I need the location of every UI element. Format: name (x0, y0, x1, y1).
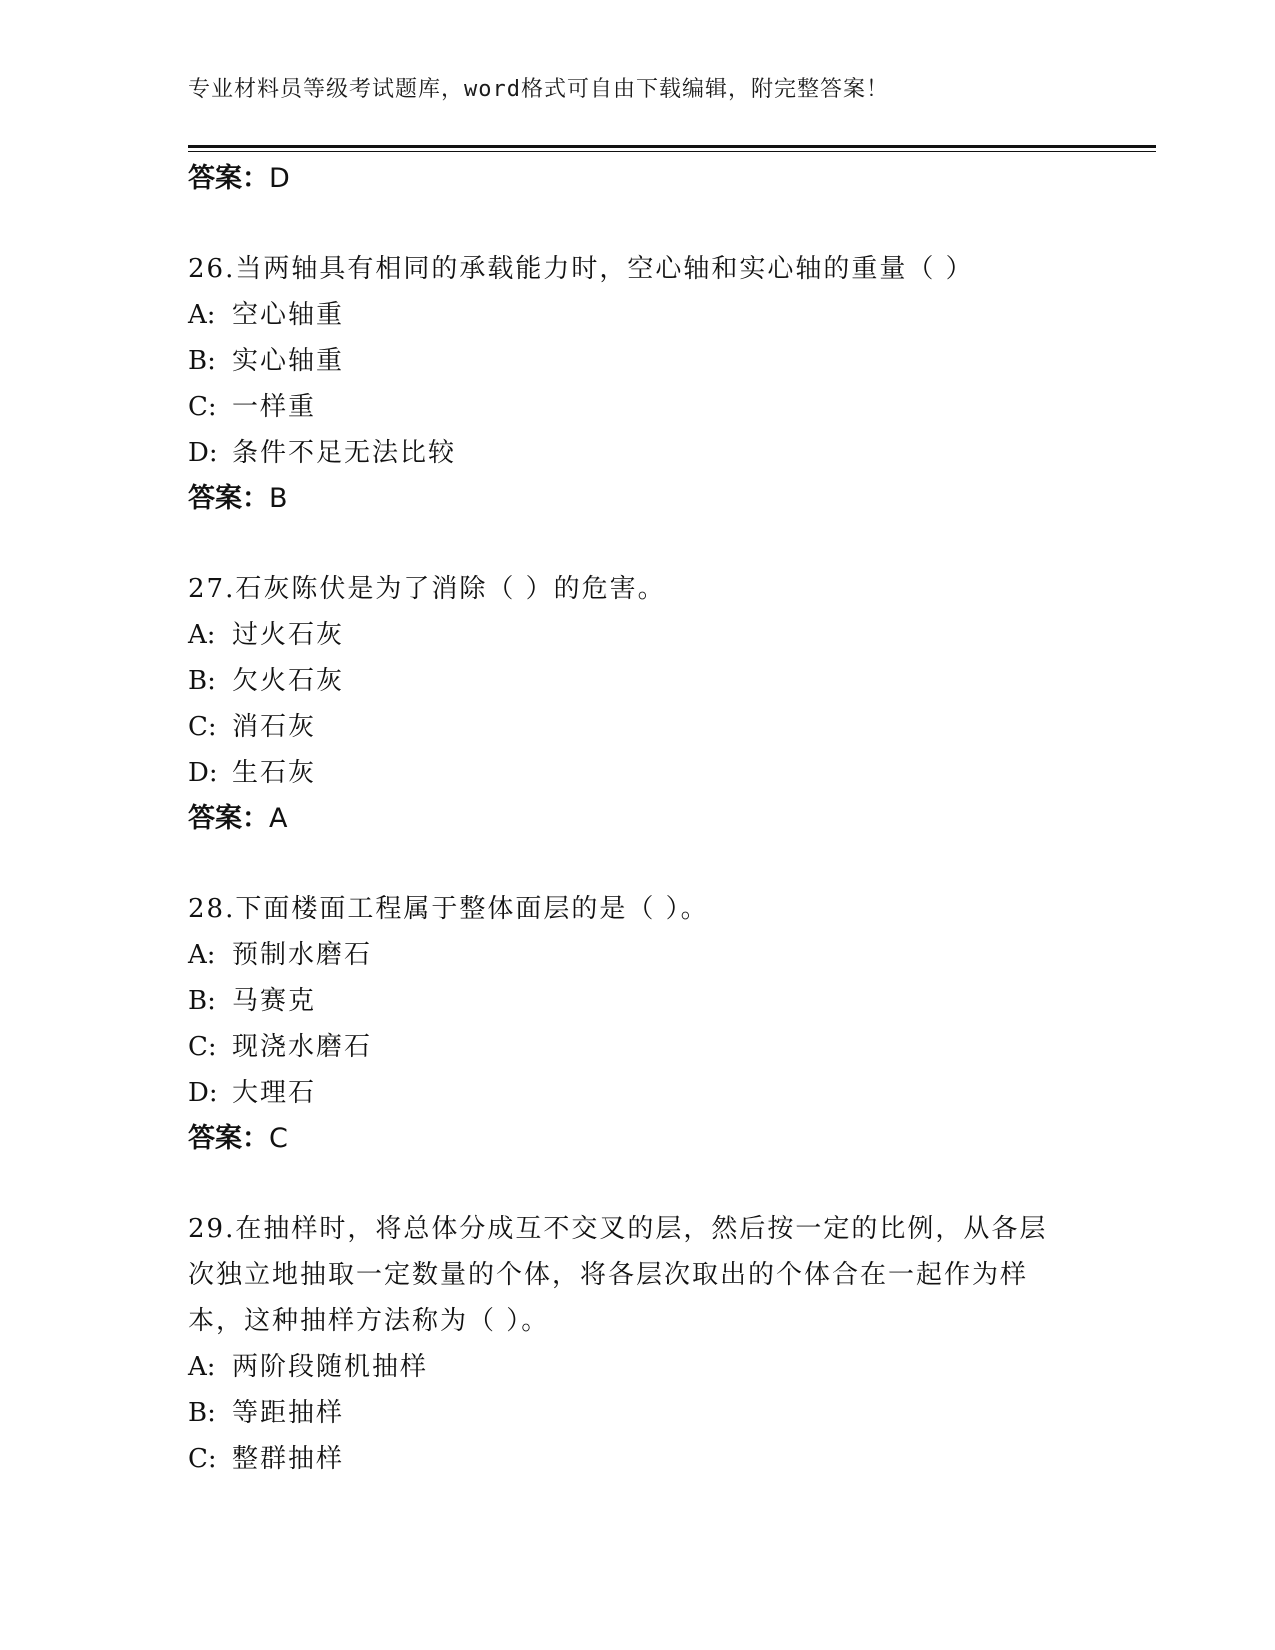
answer-line (188, 1116, 1156, 1162)
answer-label: 答案： (188, 1123, 269, 1154)
option-key: C: (188, 712, 217, 742)
question-text (188, 886, 1156, 932)
option-text: 现浇水磨石 (232, 1032, 373, 1062)
option-d (188, 1070, 1156, 1116)
question-27 (188, 566, 1156, 842)
option-text: 实心轴重 (232, 346, 345, 376)
answer-label: 答案： (188, 163, 269, 194)
option-key: A: (188, 940, 216, 970)
option-text: 一样重 (232, 392, 317, 422)
option-key: D: (188, 438, 218, 468)
option-text: 预制水磨石 (232, 940, 373, 970)
option-text: 马赛克 (232, 986, 317, 1016)
answer-line (188, 476, 1156, 522)
option-a (188, 292, 1156, 338)
option-key: C: (188, 1032, 217, 1062)
option-text: 条件不足无法比较 (232, 438, 457, 468)
answer-line (188, 156, 1156, 202)
question-26 (188, 246, 1156, 522)
option-d (188, 430, 1156, 476)
option-key: B: (188, 666, 216, 696)
question-number: 29. (188, 1214, 236, 1244)
question-text (188, 246, 1156, 292)
option-text: 大理石 (232, 1078, 317, 1108)
question-number: 28. (188, 894, 236, 924)
option-key: D: (188, 1078, 218, 1108)
question-stem: 下面楼面工程属于整体面层的是（ ）。 (235, 894, 709, 924)
answer-line (188, 796, 1156, 842)
question-29 (188, 1206, 1156, 1482)
option-c (188, 384, 1156, 430)
answer-value: D (269, 163, 290, 194)
option-text: 两阶段随机抽样 (232, 1352, 429, 1382)
option-b (188, 1390, 1156, 1436)
option-b (188, 658, 1156, 704)
option-c (188, 1436, 1156, 1482)
option-a (188, 612, 1156, 658)
option-text: 过火石灰 (232, 620, 345, 650)
option-key: D: (188, 758, 218, 788)
option-text: 生石灰 (232, 758, 317, 788)
option-a (188, 932, 1156, 978)
answer-value: C (269, 1123, 288, 1154)
option-d (188, 750, 1156, 796)
option-key: A: (188, 300, 216, 330)
option-key: B: (188, 1398, 216, 1428)
question-stem: 当两轴具有相同的承载能力时，空心轴和实心轴的重量（ ） (235, 254, 974, 284)
option-key: B: (188, 986, 216, 1016)
option-key: B: (188, 346, 216, 376)
answer-value: B (269, 483, 288, 514)
option-key: A: (188, 1352, 216, 1382)
option-key: C: (188, 392, 217, 422)
header-rule-thick (188, 145, 1156, 148)
page-header: 专业材料员等级考试题库，word格式可自由下载编辑，附完整答案！ (188, 77, 889, 102)
option-c (188, 704, 1156, 750)
option-text: 空心轴重 (232, 300, 345, 330)
question-number: 27. (188, 574, 236, 604)
question-text (188, 1206, 1068, 1344)
option-c (188, 1024, 1156, 1070)
answer-label: 答案： (188, 803, 269, 834)
header-rule-thin (188, 151, 1156, 152)
option-b (188, 338, 1156, 384)
question-list (188, 156, 1156, 1482)
option-a (188, 1344, 1156, 1390)
answer-value: A (269, 803, 288, 834)
answer-label: 答案： (188, 483, 269, 514)
option-key: C: (188, 1444, 217, 1474)
option-text: 整群抽样 (232, 1444, 345, 1474)
option-key: A: (188, 620, 216, 650)
question-28 (188, 886, 1156, 1162)
option-text: 等距抽样 (232, 1398, 345, 1428)
option-b (188, 978, 1156, 1024)
question-text (188, 566, 1156, 612)
option-text: 欠火石灰 (232, 666, 345, 696)
option-text: 消石灰 (232, 712, 317, 742)
question-stem: 在抽样时，将总体分成互不交叉的层，然后按一定的比例，从各层次独立地抽取一定数量的个体，将各层次取出的个体合在一起作为样本，这种抽样方法称为（ ）。 (188, 1214, 1048, 1336)
question-number: 26. (188, 254, 236, 284)
question-stem: 石灰陈伏是为了消除（ ）的危害。 (235, 574, 666, 604)
